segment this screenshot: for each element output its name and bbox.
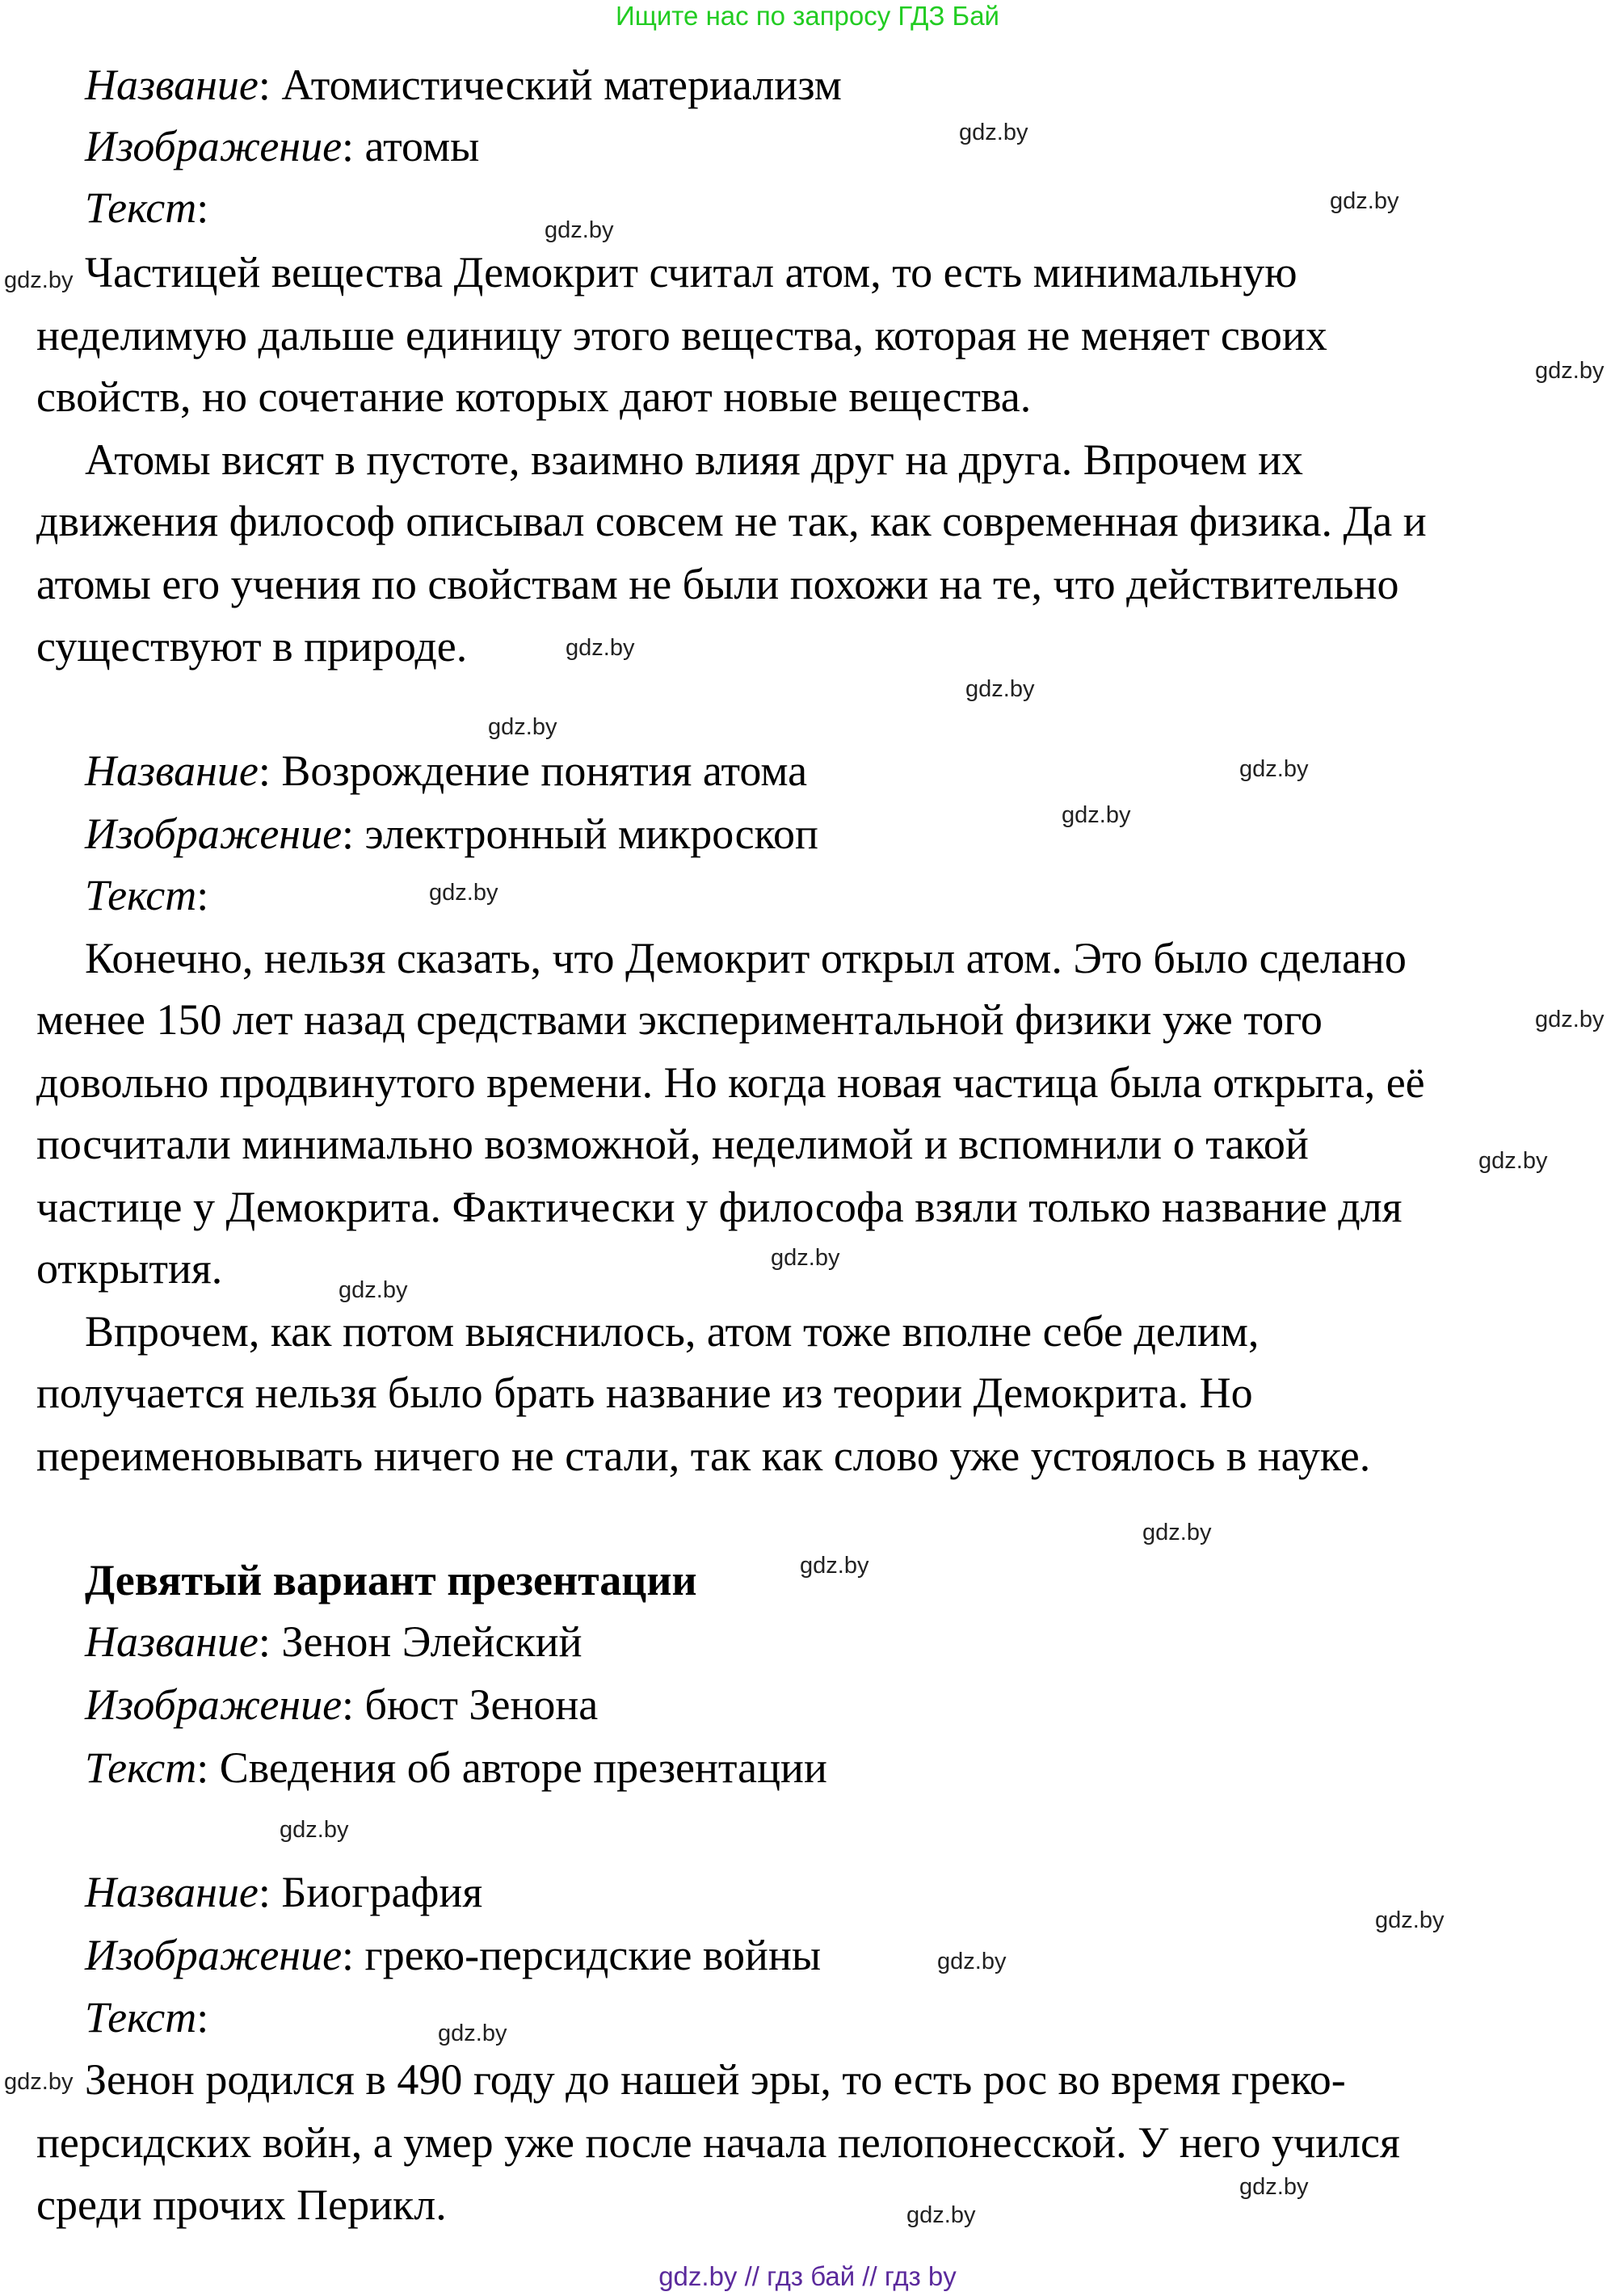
field-label: Текст (85, 871, 197, 919)
paragraph-line: атомы его учения по свойствам не были похожи на те, что действительно (36, 560, 1399, 608)
watermark: gdz.by (488, 714, 557, 740)
slide-image-line (85, 1680, 598, 1729)
slide-image-line (85, 122, 479, 170)
slide-title-line (85, 61, 842, 109)
watermark: gdz.by (1375, 1907, 1445, 1933)
field-value: : атомы (342, 122, 480, 170)
slide-title-line (85, 1868, 482, 1916)
watermark: gdz.by (1535, 1007, 1604, 1032)
field-label: Название (85, 1617, 259, 1666)
paragraph-line: открытия. (36, 1244, 223, 1293)
slide-image-line (85, 809, 818, 858)
watermark: gdz.by (771, 1245, 840, 1271)
field-label: Текст (85, 1993, 197, 2042)
watermark: gdz.by (1478, 1148, 1548, 1174)
slide-text-line (85, 871, 208, 919)
watermark: gdz.by (280, 1817, 349, 1843)
field-value: : Зенон Элейский (258, 1617, 582, 1666)
field-label: Название (85, 746, 259, 795)
field-value: : (196, 183, 209, 232)
field-label: Текст (85, 1743, 197, 1792)
watermark: gdz.by (566, 635, 635, 661)
watermark: gdz.by (545, 217, 614, 243)
field-value: : Атомистический материализм (258, 61, 842, 109)
field-value: : (196, 871, 209, 919)
field-value: : бюст Зенона (342, 1680, 599, 1729)
paragraph-line: менее 150 лет назад средствами экспериментальной физики уже того (36, 995, 1323, 1044)
section-heading: Девятый вариант презентации (85, 1556, 697, 1604)
watermark: gdz.by (959, 120, 1028, 145)
paragraph-line: персидских войн, а умер уже после начала пелопонесской. У него учился (36, 2118, 1400, 2167)
watermark: gdz.by (4, 267, 74, 293)
watermark: gdz.by (937, 1949, 1007, 1974)
field-value: : Возрождение понятия атома (258, 746, 808, 795)
paragraph-line: свойств, но сочетание которых дают новые вещества. (36, 372, 1032, 421)
footer-links[interactable]: gdz.by // гдз бай // гдз by (658, 2261, 957, 2291)
field-label: Текст (85, 183, 197, 232)
watermark: gdz.by (1535, 358, 1604, 384)
field-label: Изображение (85, 1931, 343, 1979)
slide-text-line (85, 1743, 827, 1792)
slide-title-line (85, 1617, 582, 1666)
paragraph-line: переименовывать ничего не стали, так как слово уже устоялось в науке. (36, 1432, 1371, 1480)
field-value: : (196, 1993, 209, 2042)
paragraph-line: движения философ описывал совсем не так, как современная физика. Да и (36, 497, 1427, 545)
slide-title-line (85, 746, 807, 795)
watermark: gdz.by (1330, 188, 1399, 214)
watermark: gdz.by (1239, 756, 1309, 782)
field-label: Название (85, 1868, 259, 1916)
paragraph-line: Конечно, нельзя сказать, что Демокрит открыл атом. Это было сделано (85, 934, 1407, 982)
paragraph-line: Впрочем, как потом выяснилось, атом тоже вполне себе делим, (85, 1307, 1260, 1356)
watermark: gdz.by (965, 676, 1035, 702)
watermark: gdz.by (4, 2069, 74, 2095)
paragraph-line: частице у Демокрита. Фактически у философа взяли только название для (36, 1183, 1403, 1231)
watermark: gdz.by (429, 880, 498, 906)
slide-text-line (85, 1993, 208, 2042)
search-banner: Ищите нас по запросу ГДЗ Бай (616, 1, 999, 31)
paragraph-line: Частицей вещества Демокрит считал атом, то есть минимальную (85, 248, 1297, 296)
paragraph-line: Зенон родился в 490 году до нашей эры, то есть рос во время греко- (85, 2055, 1346, 2104)
paragraph-line: среди прочих Перикл. (36, 2180, 447, 2229)
watermark: gdz.by (800, 1553, 869, 1579)
field-value: : Сведения об авторе презентации (196, 1743, 827, 1792)
field-label: Изображение (85, 809, 343, 858)
watermark: gdz.by (438, 2021, 507, 2046)
watermark: gdz.by (906, 2202, 976, 2228)
paragraph-line: посчитали минимально возможной, неделимой и вспомнили о такой (36, 1120, 1309, 1168)
paragraph-line: неделимую дальше единицу этого вещества, которая не меняет своих (36, 311, 1327, 360)
watermark: gdz.by (1239, 2174, 1309, 2200)
field-value: : электронный микроскоп (342, 809, 818, 858)
field-label: Изображение (85, 122, 343, 170)
paragraph-line: Атомы висят в пустоте, взаимно влияя друг на друга. Впрочем их (85, 435, 1303, 484)
watermark: gdz.by (1062, 802, 1131, 828)
slide-text-line (85, 183, 208, 232)
paragraph-line: существуют в природе. (36, 622, 468, 671)
field-label: Изображение (85, 1680, 343, 1729)
field-label: Название (85, 61, 259, 109)
paragraph-line: довольно продвинутого времени. Но когда новая частица была открыта, её (36, 1058, 1425, 1107)
paragraph-line: получается нельзя было брать название из теории Демокрита. Но (36, 1369, 1253, 1417)
slide-image-line (85, 1931, 821, 1979)
watermark: gdz.by (339, 1277, 408, 1303)
field-value: : Биография (258, 1868, 483, 1916)
watermark: gdz.by (1142, 1520, 1212, 1545)
field-value: : греко-персидские войны (342, 1931, 822, 1979)
